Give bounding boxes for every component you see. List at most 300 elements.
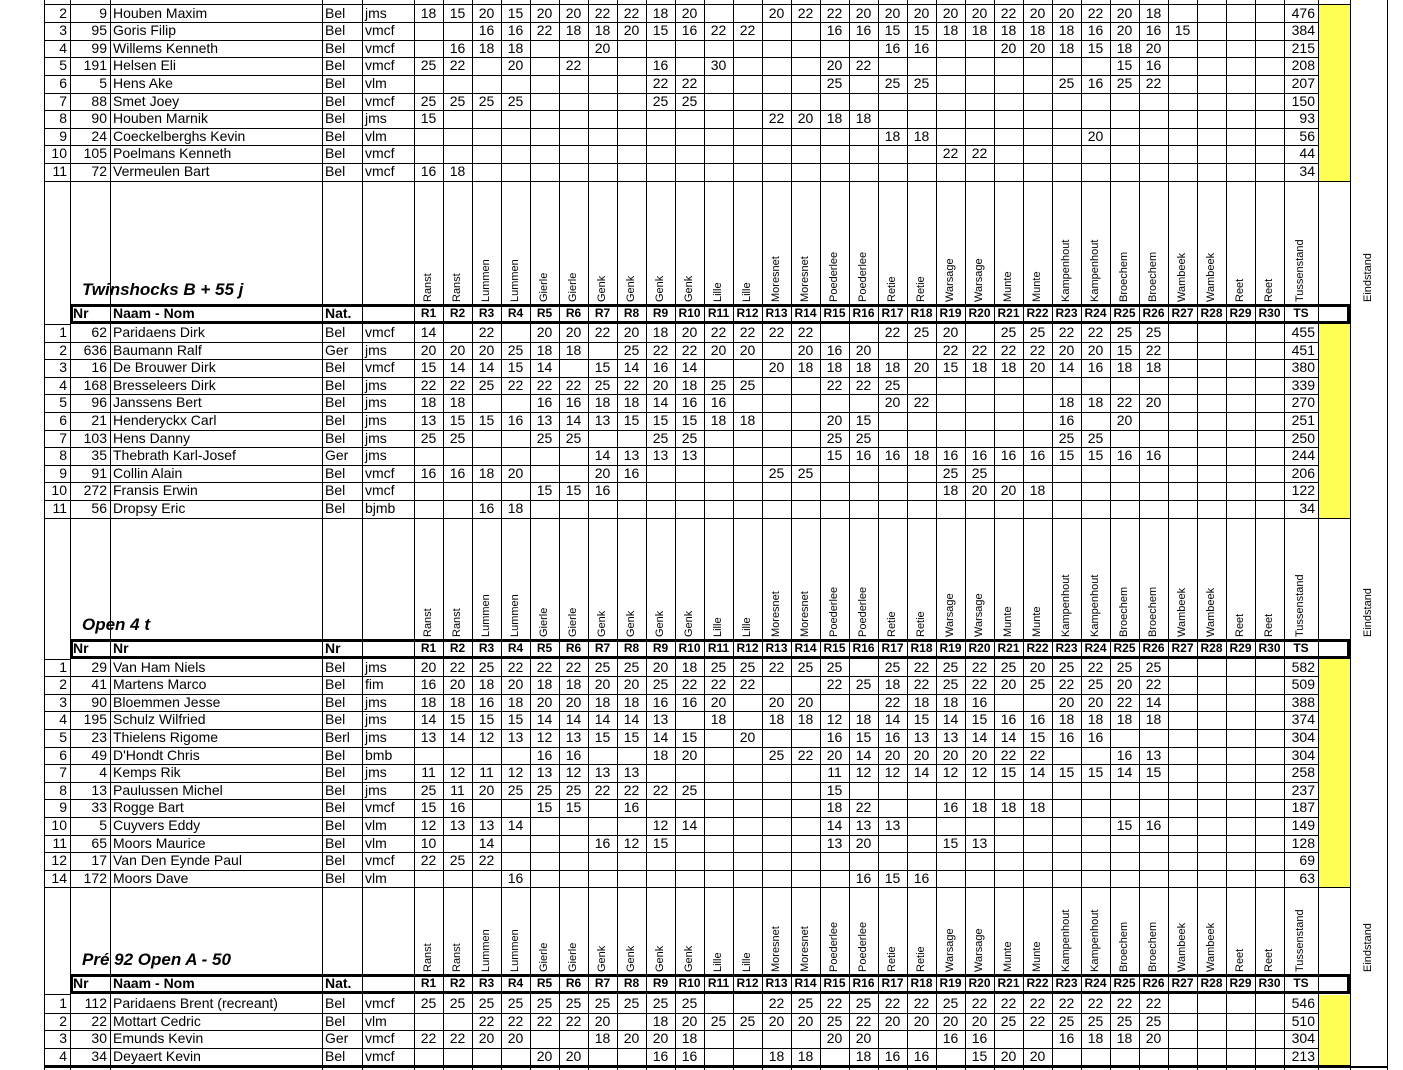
round-score-cell xyxy=(617,128,646,146)
round-score-cell xyxy=(1168,430,1197,448)
round-score-cell: 13 xyxy=(652,447,669,464)
round-score-cell: 25 xyxy=(1116,658,1133,675)
round-score-cell xyxy=(530,870,559,888)
round-score-cell xyxy=(1023,75,1052,93)
round-score-cell: 20 xyxy=(565,1047,582,1064)
round-score-cell xyxy=(617,1048,646,1066)
round-score-cell: 16 xyxy=(1087,74,1104,91)
rider-number-cell: 90 xyxy=(91,110,107,127)
round-score-cell: 20 xyxy=(536,324,553,340)
round-header: R27 xyxy=(1171,976,1194,990)
round-score-cell xyxy=(1197,163,1226,181)
venue-label: Warsage xyxy=(944,593,956,637)
rider-name-cell: Vermeulen Bart xyxy=(113,162,210,179)
round-score-cell: 18 xyxy=(1058,711,1075,728)
round-score-cell xyxy=(1197,799,1226,817)
round-score-cell: 18 xyxy=(594,394,611,411)
round-score-cell xyxy=(733,40,762,58)
round-score-cell: 25 xyxy=(536,429,553,446)
round-score-cell xyxy=(530,40,559,58)
round-score-cell xyxy=(1081,110,1110,128)
venue-label: Ranst xyxy=(451,608,463,637)
round-score-cell: 22 xyxy=(420,1030,437,1047)
round-score-cell: 20 xyxy=(855,834,872,851)
round-score-cell xyxy=(733,359,762,377)
round-score-cell: 13 xyxy=(507,728,524,745)
round-score-cell xyxy=(907,500,936,518)
round-score-cell xyxy=(1197,782,1226,800)
round-score-cell: 16 xyxy=(623,464,640,481)
round-score-cell: 15 xyxy=(1087,447,1104,464)
round-score-cell xyxy=(994,782,1023,800)
rider-number-cell: 49 xyxy=(91,746,107,763)
round-score-cell xyxy=(733,747,762,765)
round-score-cell xyxy=(1255,465,1284,483)
ts-header: TS xyxy=(1293,641,1309,655)
total-cell: 388 xyxy=(1291,693,1315,710)
ts-header: TS xyxy=(1293,976,1309,990)
round-score-cell: 18 xyxy=(623,394,640,411)
venue-label: Ranst xyxy=(422,273,434,302)
round-score-cell xyxy=(1197,93,1226,111)
round-score-cell: 22 xyxy=(623,781,640,798)
round-score-cell xyxy=(965,870,994,888)
eindstand-label: Eindstand xyxy=(1362,588,1374,637)
round-score-cell: 22 xyxy=(536,658,553,675)
round-score-cell xyxy=(1081,377,1110,395)
round-header: R14 xyxy=(794,976,817,990)
round-score-cell xyxy=(849,394,878,412)
round-score-cell xyxy=(820,1048,849,1066)
round-score-cell: 25 xyxy=(710,376,727,393)
venue-label: Munte xyxy=(1002,941,1014,972)
rider-name-cell: Paridaens Brent (recreant) xyxy=(113,995,278,1011)
round-score-cell xyxy=(704,500,733,518)
round-score-cell xyxy=(414,500,443,518)
club-cell: vmcf xyxy=(365,482,395,499)
round-score-cell xyxy=(820,694,849,712)
round-score-cell: 22 xyxy=(1116,693,1133,710)
venue-label: Lummen xyxy=(480,929,492,972)
total-cell: 451 xyxy=(1291,341,1315,358)
round-score-cell: 22 xyxy=(565,57,582,74)
venue-label: Broechem xyxy=(1147,251,1159,302)
round-score-cell xyxy=(617,75,646,93)
round-score-cell xyxy=(704,764,733,782)
round-score-cell xyxy=(907,145,936,163)
club-cell: vmcf xyxy=(365,162,395,179)
total-cell: 270 xyxy=(1291,394,1315,411)
round-score-cell xyxy=(1226,676,1255,694)
round-score-cell xyxy=(501,799,530,817)
club-cell: jms xyxy=(365,781,387,798)
round-score-cell xyxy=(704,870,733,888)
round-score-cell xyxy=(414,145,443,163)
round-score-cell xyxy=(646,500,675,518)
round-header: R25 xyxy=(1113,976,1136,990)
club-cell: jms xyxy=(365,376,387,393)
round-score-cell: 13 xyxy=(826,834,843,851)
round-score-cell: 14 xyxy=(1058,359,1075,376)
round-score-cell xyxy=(733,57,762,75)
round-score-cell xyxy=(1255,75,1284,93)
round-score-cell xyxy=(675,711,704,729)
total-cell: 339 xyxy=(1291,376,1315,393)
round-score-cell xyxy=(414,75,443,93)
nationality-cell: Bel xyxy=(325,711,346,728)
round-score-cell xyxy=(994,394,1023,412)
venue-label: Broechem xyxy=(1118,586,1130,637)
round-score-cell: 25 xyxy=(681,995,698,1011)
venue-label: Warsage xyxy=(944,258,956,302)
total-cell: 304 xyxy=(1291,746,1315,763)
round-score-cell: 12 xyxy=(652,816,669,833)
round-header: R18 xyxy=(910,641,933,655)
class-title: Open 4 t xyxy=(82,615,151,634)
round-score-cell xyxy=(1197,729,1226,747)
venue-label: Poederlee xyxy=(828,586,840,637)
rank-cell: 6 xyxy=(59,74,67,91)
round-score-cell xyxy=(1226,694,1255,712)
round-score-cell xyxy=(965,852,994,870)
round-header: R20 xyxy=(968,976,991,990)
round-header: R8 xyxy=(623,306,640,320)
round-score-cell xyxy=(646,40,675,58)
round-score-cell: 20 xyxy=(1145,39,1162,56)
round-score-cell xyxy=(820,145,849,163)
round-header: R13 xyxy=(765,641,788,655)
round-score-cell xyxy=(1226,870,1255,888)
rider-name-cell: Thebrath Karl-Josef xyxy=(113,447,236,464)
round-score-cell xyxy=(936,782,965,800)
round-score-cell: 18 xyxy=(855,359,872,376)
round-score-cell xyxy=(965,500,994,518)
round-score-cell: 22 xyxy=(884,324,901,340)
club-cell: jms xyxy=(365,4,387,21)
round-score-cell: 25 xyxy=(826,1012,843,1029)
venue-label: Moresnet xyxy=(799,926,811,972)
round-score-cell: 20 xyxy=(652,1030,669,1047)
club-cell: jms xyxy=(365,412,387,428)
round-score-cell xyxy=(849,500,878,518)
round-score-cell xyxy=(1052,500,1081,518)
venue-label: Moresnet xyxy=(770,256,782,302)
round-score-cell: 20 xyxy=(681,746,698,763)
round-score-cell: 15 xyxy=(681,412,698,428)
header-nr: Nr xyxy=(73,975,89,991)
nationality-cell: Bel xyxy=(325,74,346,91)
rider-number-cell: 5 xyxy=(99,816,107,833)
rider-name-cell: De Brouwer Dirk xyxy=(113,359,216,376)
round-score-cell xyxy=(733,5,762,23)
round-score-cell: 16 xyxy=(1116,447,1133,464)
round-score-cell: 25 xyxy=(652,92,669,109)
round-score-cell: 16 xyxy=(420,162,437,179)
round-score-cell: 20 xyxy=(507,464,524,481)
round-score-cell xyxy=(733,163,762,181)
round-score-cell xyxy=(1226,500,1255,518)
total-cell: 207 xyxy=(1291,74,1315,91)
round-score-cell: 16 xyxy=(884,447,901,464)
round-score-cell: 18 xyxy=(797,1047,814,1064)
venue-label: Ranst xyxy=(451,273,463,302)
nationality-cell: Bel xyxy=(325,995,346,1011)
round-score-cell: 15 xyxy=(681,728,698,745)
round-score-cell xyxy=(588,1048,617,1066)
round-score-cell xyxy=(1081,93,1110,111)
round-score-cell xyxy=(704,75,733,93)
round-score-cell: 25 xyxy=(1000,324,1017,340)
round-header: R1 xyxy=(420,641,437,655)
round-score-cell xyxy=(1139,430,1168,448)
round-score-cell: 25 xyxy=(768,464,785,481)
round-score-cell: 20 xyxy=(565,693,582,710)
venue-label: Genk xyxy=(596,610,608,637)
round-score-cell xyxy=(1110,93,1139,111)
round-score-cell: 18 xyxy=(1087,394,1104,411)
round-score-cell: 20 xyxy=(536,1047,553,1064)
round-header: R30 xyxy=(1258,641,1281,655)
nationality-cell: Ger xyxy=(325,1030,349,1047)
round-score-cell xyxy=(501,110,530,128)
round-score-cell xyxy=(675,110,704,128)
round-score-cell: 14 xyxy=(681,816,698,833)
round-score-cell xyxy=(1226,359,1255,377)
round-score-cell xyxy=(791,163,820,181)
round-score-cell: 18 xyxy=(1000,359,1017,376)
rider-name-cell: Dropsy Eric xyxy=(113,500,186,516)
round-score-cell xyxy=(617,870,646,888)
round-score-cell: 22 xyxy=(1116,995,1133,1011)
round-score-cell: 25 xyxy=(797,658,814,675)
round-score-cell xyxy=(965,93,994,111)
round-score-cell xyxy=(965,430,994,448)
round-score-cell xyxy=(1255,500,1284,518)
round-score-cell: 16 xyxy=(507,412,524,428)
round-score-cell xyxy=(1168,110,1197,128)
round-score-cell: 15 xyxy=(826,447,843,464)
round-score-cell xyxy=(443,75,472,93)
round-score-cell: 14 xyxy=(507,816,524,833)
venue-label: Genk xyxy=(654,275,666,302)
round-score-cell xyxy=(733,482,762,500)
round-score-cell xyxy=(1168,465,1197,483)
rider-name-cell: Houben Maxim xyxy=(113,4,208,21)
round-score-cell xyxy=(1052,482,1081,500)
round-score-cell: 15 xyxy=(826,781,843,798)
rank-cell: 3 xyxy=(59,693,67,710)
round-score-cell xyxy=(501,482,530,500)
round-score-cell xyxy=(1023,110,1052,128)
round-score-cell xyxy=(820,93,849,111)
round-score-cell xyxy=(1052,782,1081,800)
rider-name-cell: D'Hondt Chris xyxy=(113,746,200,763)
round-score-cell xyxy=(1197,40,1226,58)
round-score-cell xyxy=(501,1048,530,1066)
round-score-cell: 18 xyxy=(478,676,495,693)
round-score-cell xyxy=(501,447,530,465)
round-score-cell xyxy=(1226,1048,1255,1066)
venue-label: Warsage xyxy=(944,928,956,972)
round-score-cell xyxy=(733,1048,762,1066)
round-score-cell xyxy=(443,324,472,342)
club-cell: vmcf xyxy=(365,39,395,56)
round-score-cell: 15 xyxy=(913,711,930,728)
round-score-cell: 15 xyxy=(507,711,524,728)
header-nr: Nr xyxy=(73,640,89,656)
round-score-cell: 25 xyxy=(1145,658,1162,675)
round-score-cell xyxy=(994,110,1023,128)
header-name: Nr xyxy=(113,640,129,656)
round-score-cell xyxy=(1139,163,1168,181)
rider-number-cell: 24 xyxy=(91,127,107,144)
nationality-cell: Bel xyxy=(325,429,346,446)
round-header: R21 xyxy=(997,641,1020,655)
round-score-cell xyxy=(1197,482,1226,500)
rider-name-cell: Emunds Kevin xyxy=(113,1030,204,1047)
round-score-cell: 22 xyxy=(1087,4,1104,21)
round-score-cell: 22 xyxy=(507,376,524,393)
round-score-cell: 25 xyxy=(942,676,959,693)
round-score-cell: 25 xyxy=(1145,1012,1162,1029)
round-score-cell: 22 xyxy=(1145,74,1162,91)
final-standing-highlight xyxy=(1319,995,1350,1065)
round-score-cell: 25 xyxy=(1087,429,1104,446)
round-score-cell xyxy=(1052,163,1081,181)
round-score-cell xyxy=(501,163,530,181)
rank-cell: 2 xyxy=(59,341,67,358)
round-score-cell: 25 xyxy=(478,995,495,1011)
header-name: Naam - Nom xyxy=(113,305,195,321)
club-cell: vmcf xyxy=(365,464,395,481)
round-score-cell: 18 xyxy=(1058,22,1075,39)
round-score-cell: 25 xyxy=(710,658,727,675)
round-score-cell xyxy=(1226,835,1255,853)
round-score-cell xyxy=(1197,659,1226,677)
round-header: R9 xyxy=(652,641,669,655)
round-score-cell xyxy=(907,482,936,500)
round-score-cell: 16 xyxy=(855,22,872,39)
round-score-cell xyxy=(994,57,1023,75)
round-score-cell xyxy=(849,694,878,712)
round-score-cell xyxy=(1226,93,1255,111)
round-score-cell xyxy=(646,110,675,128)
round-score-cell xyxy=(675,870,704,888)
round-score-cell: 22 xyxy=(1029,746,1046,763)
nationality-cell: Bel xyxy=(325,359,346,376)
round-score-cell: 18 xyxy=(1058,39,1075,56)
rider-number-cell: 23 xyxy=(91,728,107,745)
round-score-cell: 16 xyxy=(507,869,524,886)
rank-cell: 1 xyxy=(59,995,67,1011)
round-score-cell xyxy=(907,57,936,75)
round-score-cell xyxy=(733,93,762,111)
round-score-cell: 20 xyxy=(855,4,872,21)
round-score-cell xyxy=(849,75,878,93)
round-score-cell xyxy=(965,394,994,412)
round-score-cell: 22 xyxy=(971,145,988,162)
round-score-cell: 18 xyxy=(971,799,988,816)
round-score-cell xyxy=(1226,110,1255,128)
round-score-cell: 20 xyxy=(536,693,553,710)
round-header: R16 xyxy=(852,306,875,320)
round-score-cell: 15 xyxy=(942,359,959,376)
round-score-cell xyxy=(994,163,1023,181)
round-score-cell: 13 xyxy=(623,447,640,464)
round-score-cell xyxy=(762,500,791,518)
round-score-cell xyxy=(704,817,733,835)
round-score-cell xyxy=(1255,659,1284,677)
round-score-cell xyxy=(443,747,472,765)
column-line xyxy=(1350,0,1351,1070)
round-score-cell xyxy=(791,835,820,853)
round-score-cell: 20 xyxy=(971,1012,988,1029)
round-score-cell xyxy=(1197,324,1226,342)
round-score-cell: 22 xyxy=(971,995,988,1011)
round-score-cell: 13 xyxy=(681,447,698,464)
round-score-cell: 25 xyxy=(420,57,437,74)
round-score-cell xyxy=(994,817,1023,835)
round-score-cell: 25 xyxy=(884,74,901,91)
round-score-cell xyxy=(1226,412,1255,430)
round-score-cell xyxy=(559,500,588,518)
nationality-cell: Bel xyxy=(325,658,346,675)
round-score-cell: 25 xyxy=(1087,676,1104,693)
round-score-cell: 20 xyxy=(797,110,814,127)
round-score-cell: 22 xyxy=(594,4,611,21)
nationality-cell: Bel xyxy=(325,162,346,179)
round-score-cell: 14 xyxy=(536,711,553,728)
round-score-cell: 16 xyxy=(913,39,930,56)
round-score-cell: 20 xyxy=(565,4,582,21)
round-header: R9 xyxy=(652,976,669,990)
venue-label: Munte xyxy=(1002,606,1014,637)
round-score-cell xyxy=(704,1030,733,1048)
round-score-cell xyxy=(733,817,762,835)
venue-label: Kampenhout xyxy=(1089,574,1101,637)
club-cell: vmcf xyxy=(365,92,395,109)
round-header: R28 xyxy=(1200,641,1223,655)
round-score-cell xyxy=(1255,128,1284,146)
round-score-cell: 20 xyxy=(826,57,843,74)
round-score-cell xyxy=(704,835,733,853)
round-score-cell: 18 xyxy=(971,359,988,376)
venue-label: Genk xyxy=(683,610,695,637)
round-score-cell xyxy=(820,465,849,483)
round-score-cell xyxy=(762,128,791,146)
round-score-cell xyxy=(1023,430,1052,448)
round-score-cell xyxy=(820,163,849,181)
round-score-cell xyxy=(762,394,791,412)
rank-cell: 4 xyxy=(59,1047,67,1064)
round-score-cell: 18 xyxy=(1116,359,1133,376)
round-score-cell xyxy=(1023,852,1052,870)
round-score-cell: 22 xyxy=(449,376,466,393)
round-score-cell: 18 xyxy=(942,22,959,39)
round-score-cell xyxy=(791,500,820,518)
round-score-cell: 25 xyxy=(623,658,640,675)
round-score-cell: 18 xyxy=(884,676,901,693)
round-score-cell: 15 xyxy=(594,728,611,745)
round-score-cell: 16 xyxy=(681,22,698,39)
round-score-cell: 22 xyxy=(1000,341,1017,358)
total-cell: 374 xyxy=(1291,711,1315,728)
round-header: R11 xyxy=(707,976,730,990)
round-score-cell xyxy=(878,500,907,518)
round-score-cell: 16 xyxy=(971,447,988,464)
round-score-cell xyxy=(878,412,907,430)
rider-name-cell: Moors Dave xyxy=(113,869,189,886)
